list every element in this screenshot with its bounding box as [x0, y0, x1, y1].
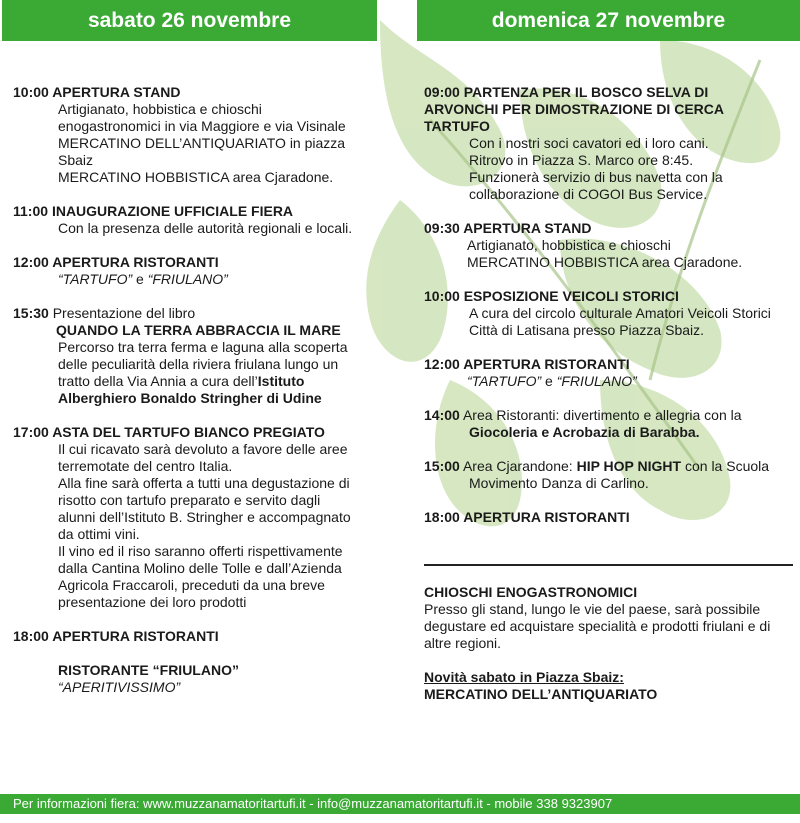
event-title-cont: con la Scuola	[681, 458, 770, 474]
event-time: 09:30	[424, 220, 460, 236]
event-line: MERCATINO HOBBISTICA area Cjaradone.	[467, 254, 743, 270]
event-title: APERTURA RISTORANTI	[52, 254, 219, 270]
event-time: 10:00	[424, 288, 460, 304]
event-line: terremotate del centro Italia.	[58, 458, 233, 474]
event-15-00	[424, 458, 794, 492]
info-line: altre regioni.	[424, 635, 502, 651]
event-10-00-sun	[424, 288, 794, 339]
event-title: ASTA DEL TARTUFO BIANCO PREGIATO	[52, 424, 325, 440]
event-17-00	[13, 424, 393, 611]
event-line: Città di Latisana presso Piazza Sbaiz.	[469, 322, 705, 338]
event-title: INAUGURAZIONE UFFICIALE FIERA	[51, 203, 294, 219]
book-title: QUANDO LA TERRA ABBRACCIA IL MARE	[56, 322, 341, 338]
event-line: Funzionerà servizio di bus navetta con la	[469, 169, 723, 185]
event-title: APERTURA RISTORANTI	[463, 509, 630, 525]
event-title: APERTURA RISTORANTI	[52, 628, 219, 644]
restaurant-tartufo: “TARTUFO”	[467, 373, 542, 389]
event-line: A cura del circolo culturale Amatori Veicoli Storici	[469, 305, 771, 321]
event-line: Con i nostri soci cavatori ed i loro cani.	[469, 135, 709, 151]
event-time: 14:00	[424, 407, 460, 423]
info-line: Presso gli stand, lungo le vie del paese, sarà possibile	[424, 601, 761, 617]
divider	[424, 564, 793, 566]
event-line: dalla Cantina Molino delle Tolle e dall’Azienda	[58, 560, 342, 576]
sunday-schedule	[424, 84, 794, 543]
event-time: 12:00	[13, 254, 49, 270]
event-time: 15:30	[13, 305, 49, 321]
saturday-schedule	[13, 84, 393, 713]
event-line: collaborazione di COGOI Bus Service.	[469, 186, 708, 202]
event-time: 18:00	[424, 509, 460, 525]
event-title-cont: TARTUFO	[424, 118, 490, 134]
event-line: alunni dell’Istituto B. Stringher e accompagnato	[58, 509, 351, 525]
novita-label: Novità sabato in Piazza Sbaiz:	[424, 669, 624, 685]
event-12-00	[13, 254, 393, 288]
institute-name: Istituto	[257, 373, 305, 389]
footer-contact: Per informazioni fiera: www.muzzanamatoritartufi.it - info@muzzanamatoritartufi.it - mobile 338 9323907	[13, 796, 613, 811]
event-title: APERTURA STAND	[463, 220, 592, 236]
event-line: Artigianato, hobbistica e chioschi	[467, 237, 671, 253]
event-line: da ottimi vini.	[58, 526, 140, 542]
event-09-00	[424, 84, 794, 203]
restaurant-friulano: “FRIULANO”	[556, 373, 637, 389]
event-title: Area Cjarandone:	[462, 458, 577, 474]
event-time: 17:00	[13, 424, 49, 440]
event-title: Area Ristoranti: divertimento e allegria con la	[462, 407, 742, 423]
event-title-cont: ARVONCHI PER DIMOSTRAZIONE DI CERCA	[424, 101, 724, 117]
restaurant-friulano: “FRIULANO”	[147, 271, 228, 287]
event-11-00	[13, 203, 393, 237]
conjunction: e	[541, 373, 557, 389]
event-line: Movimento Danza di Carlino.	[469, 475, 649, 491]
restaurant-tartufo: “TARTUFO”	[58, 271, 133, 287]
event-line: tratto della Via Annia a cura dell’	[58, 373, 258, 389]
event-line: Con la presenza delle autorità regionali e locali.	[58, 220, 353, 236]
conjunction: e	[132, 271, 148, 287]
footer-bar	[0, 794, 800, 814]
event-time: 18:00	[13, 628, 49, 644]
event-time: 09:00	[424, 84, 460, 100]
event-line: Ritrovo in Piazza S. Marco ore 8:45.	[469, 152, 694, 168]
event-18-00	[13, 628, 393, 696]
event-line: Il cui ricavato sarà devoluto a favore delle aree	[58, 441, 348, 457]
event-title: ESPOSIZIONE VEICOLI STORICI	[463, 288, 679, 304]
novita-title: MERCATINO DELL’ANTIQUARIATO	[424, 686, 658, 702]
institute-name-cont: Alberghiero Bonaldo Stringher di Udine	[58, 390, 322, 406]
hip-hop-night: HIP HOP NIGHT	[576, 458, 682, 474]
event-line: Alla fine sarà offerta a tutti una degustazione di	[58, 475, 350, 491]
event-line: Il vino ed il riso saranno offerti rispettivamente	[58, 543, 343, 559]
event-title: Presentazione del libro	[52, 305, 196, 321]
event-time: 11:00	[13, 203, 49, 219]
event-18-00-sun	[424, 509, 794, 526]
event-line: Giocoleria e Acrobazia di Barabba.	[469, 424, 700, 440]
event-line: risotto con tartufo preparato e servito dagli	[58, 492, 321, 508]
header-sunday: domenica 27 novembre	[417, 0, 800, 41]
event-14-00	[424, 407, 794, 441]
event-line: delle peculiarità della riviera friulana lungo un	[58, 356, 339, 372]
event-title: APERTURA RISTORANTI	[463, 356, 630, 372]
event-line: Percorso tra terra ferma e laguna alla scoperta	[58, 339, 348, 355]
event-line: Sbaiz	[58, 152, 94, 168]
event-time: 12:00	[424, 356, 460, 372]
event-12-00-sun	[424, 356, 794, 390]
event-09-30	[424, 220, 794, 271]
event-line: MERCATINO DELL’ANTIQUARIATO in piazza	[58, 135, 346, 151]
event-title: APERTURA STAND	[52, 84, 181, 100]
event-15-30	[13, 305, 393, 407]
event-line: Agricola Fraccaroli, preceduti da una breve	[58, 577, 325, 593]
restaurant-friulano-title: RISTORANTE “FRIULANO”	[58, 662, 239, 678]
event-line: presentazione dei loro prodotti	[58, 594, 247, 610]
event-title: PARTENZA PER IL BOSCO SELVA DI	[463, 84, 709, 100]
info-title: CHIOSCHI ENOGASTRONOMICI	[424, 584, 638, 600]
info-section	[424, 584, 796, 703]
aperitivissimo: “APERITIVISSIMO”	[58, 679, 181, 695]
event-10-00	[13, 84, 393, 186]
header-saturday: sabato 26 novembre	[2, 0, 377, 41]
event-line: MERCATINO HOBBISTICA area Cjaradone.	[58, 169, 334, 185]
info-line: degustare ed acquistare specialità e prodotti friulani e di	[424, 618, 771, 634]
event-time: 10:00	[13, 84, 49, 100]
event-line: enogastronomici in via Maggiore e via Visinale	[58, 118, 346, 134]
event-time: 15:00	[424, 458, 460, 474]
event-line: Artigianato, hobbistica e chioschi	[58, 101, 262, 117]
